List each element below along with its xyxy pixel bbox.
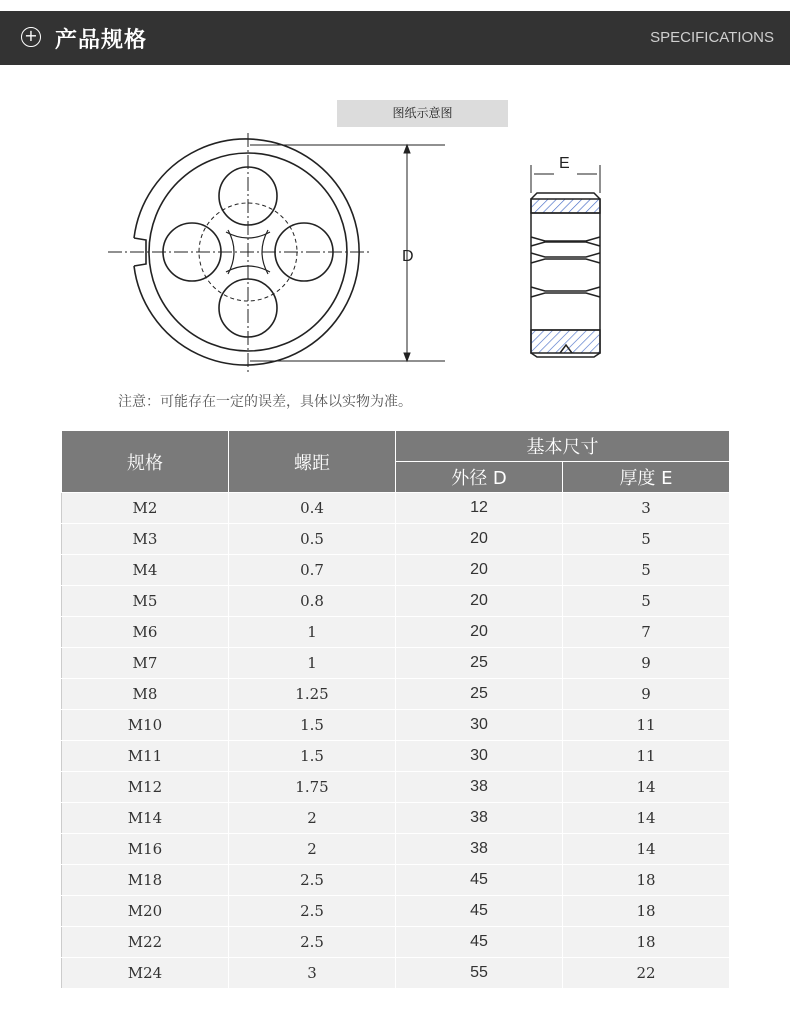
label-d: D xyxy=(402,248,414,265)
table-row xyxy=(62,555,730,586)
table-row xyxy=(62,617,730,648)
cell-outer-d: 25 xyxy=(396,679,563,710)
cell-spec: M20 xyxy=(62,896,229,927)
table-row xyxy=(62,679,730,710)
table-row xyxy=(62,648,730,679)
cell-pitch: 0.5 xyxy=(229,524,396,555)
cell-outer-d: 20 xyxy=(396,555,563,586)
table-row xyxy=(62,710,730,741)
cell-pitch: 0.8 xyxy=(229,586,396,617)
cell-thickness-e: 11 xyxy=(563,710,730,741)
table-row xyxy=(62,803,730,834)
cell-outer-d: 38 xyxy=(396,834,563,865)
die-side-view xyxy=(531,193,600,357)
cell-thickness-e: 9 xyxy=(563,648,730,679)
cell-pitch: 2.5 xyxy=(229,896,396,927)
cell-thickness-e: 5 xyxy=(563,524,730,555)
die-front-view xyxy=(108,133,372,372)
cell-pitch: 1.75 xyxy=(229,772,396,803)
cell-spec: M16 xyxy=(62,834,229,865)
cell-outer-d: 25 xyxy=(396,648,563,679)
table-row xyxy=(62,772,730,803)
cell-spec: M7 xyxy=(62,648,229,679)
cell-spec: M18 xyxy=(62,865,229,896)
cell-spec: M8 xyxy=(62,679,229,710)
section-header xyxy=(0,11,790,65)
label-e: E xyxy=(559,155,570,172)
table-row xyxy=(62,865,730,896)
cell-outer-d: 45 xyxy=(396,927,563,958)
cell-outer-d: 20 xyxy=(396,586,563,617)
cell-spec: M6 xyxy=(62,617,229,648)
cell-spec: M11 xyxy=(62,741,229,772)
cell-thickness-e: 7 xyxy=(563,617,730,648)
note-text: 注意：可能存在一定的误差，具体以实物为准。 xyxy=(118,394,412,410)
cell-thickness-e: 18 xyxy=(563,865,730,896)
section-title: 产品规格 xyxy=(55,28,148,53)
cell-pitch: 0.7 xyxy=(229,555,396,586)
header-thickness-e: 厚度 E xyxy=(563,462,730,493)
cell-pitch: 0.4 xyxy=(229,493,396,524)
cell-outer-d: 45 xyxy=(396,896,563,927)
cell-thickness-e: 14 xyxy=(563,803,730,834)
cell-outer-d: 30 xyxy=(396,741,563,772)
cell-outer-d: 20 xyxy=(396,617,563,648)
table-row xyxy=(62,834,730,865)
table-row xyxy=(62,927,730,958)
section-subtitle: SPECIFICATIONS xyxy=(650,29,774,46)
cell-pitch: 1 xyxy=(229,648,396,679)
cell-outer-d: 38 xyxy=(396,772,563,803)
cell-thickness-e: 18 xyxy=(563,927,730,958)
cell-thickness-e: 3 xyxy=(563,493,730,524)
cell-thickness-e: 18 xyxy=(563,896,730,927)
table-row xyxy=(62,896,730,927)
header-spec: 规格 xyxy=(62,431,229,493)
cell-pitch: 1 xyxy=(229,617,396,648)
cell-thickness-e: 22 xyxy=(563,958,730,989)
cell-spec: M10 xyxy=(62,710,229,741)
cell-thickness-e: 9 xyxy=(563,679,730,710)
cell-spec: M4 xyxy=(62,555,229,586)
header-outer-d: 外径 D xyxy=(396,462,563,493)
table-row xyxy=(62,524,730,555)
cell-pitch: 2.5 xyxy=(229,927,396,958)
table-row xyxy=(62,958,730,989)
cell-outer-d: 20 xyxy=(396,524,563,555)
spec-table xyxy=(61,430,730,989)
cell-pitch: 1.25 xyxy=(229,679,396,710)
cell-pitch: 3 xyxy=(229,958,396,989)
die-drawing xyxy=(0,128,790,378)
cell-thickness-e: 5 xyxy=(563,555,730,586)
cell-spec: M5 xyxy=(62,586,229,617)
cell-thickness-e: 14 xyxy=(563,772,730,803)
cell-outer-d: 55 xyxy=(396,958,563,989)
cell-spec: M24 xyxy=(62,958,229,989)
cell-pitch: 2 xyxy=(229,803,396,834)
cell-spec: M22 xyxy=(62,927,229,958)
cell-thickness-e: 5 xyxy=(563,586,730,617)
cell-pitch: 2 xyxy=(229,834,396,865)
table-row xyxy=(62,493,730,524)
cell-pitch: 1.5 xyxy=(229,710,396,741)
cell-pitch: 1.5 xyxy=(229,741,396,772)
cell-spec: M14 xyxy=(62,803,229,834)
cell-thickness-e: 11 xyxy=(563,741,730,772)
cell-outer-d: 30 xyxy=(396,710,563,741)
cell-pitch: 2.5 xyxy=(229,865,396,896)
table-row xyxy=(62,586,730,617)
drawing-caption: 图纸示意图 xyxy=(337,100,508,127)
cell-spec: M2 xyxy=(62,493,229,524)
cell-outer-d: 38 xyxy=(396,803,563,834)
cell-thickness-e: 14 xyxy=(563,834,730,865)
cell-spec: M3 xyxy=(62,524,229,555)
header-pitch: 螺距 xyxy=(229,431,396,493)
cell-outer-d: 45 xyxy=(396,865,563,896)
header-basic-size: 基本尺寸 xyxy=(396,431,730,462)
cell-spec: M12 xyxy=(62,772,229,803)
plus-circle-icon: + xyxy=(21,27,41,47)
cell-outer-d: 12 xyxy=(396,493,563,524)
table-row xyxy=(62,741,730,772)
